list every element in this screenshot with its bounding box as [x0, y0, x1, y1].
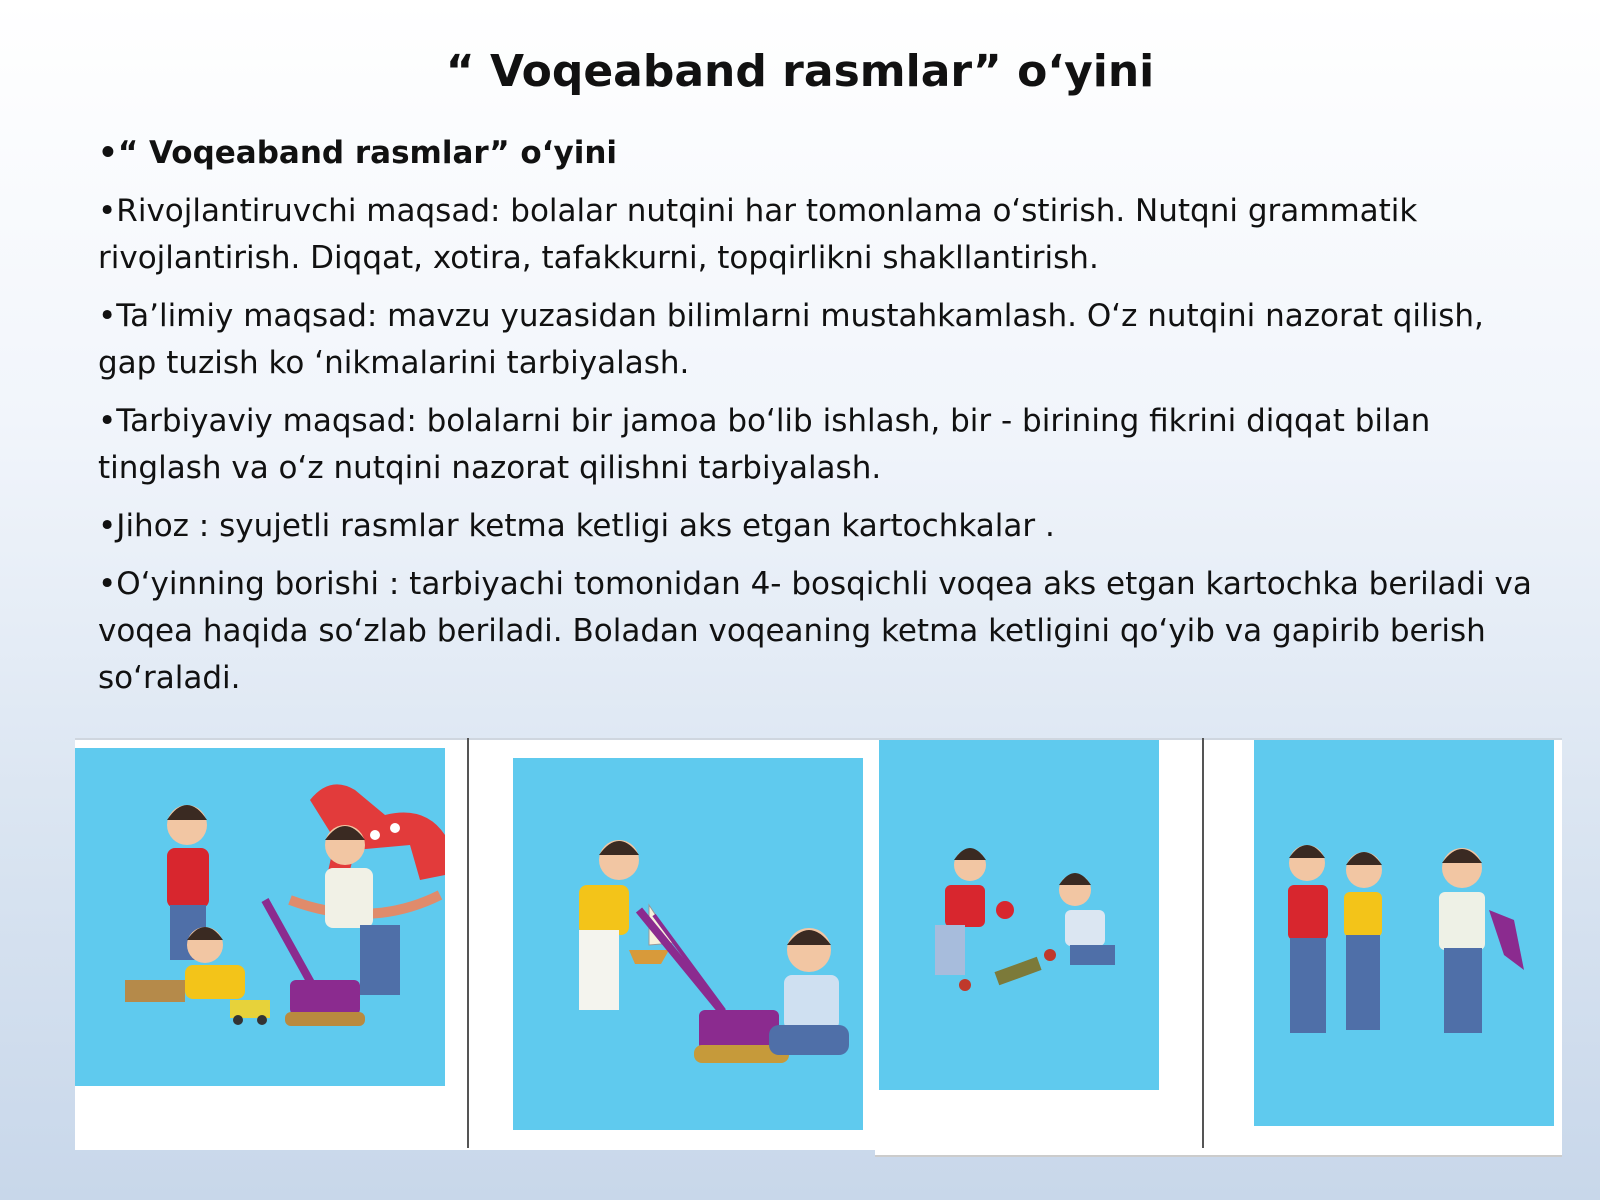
story-card-4	[1204, 738, 1562, 1157]
kids-standing-together-scene-icon	[1204, 740, 1562, 1150]
bullet-developmental-goal: • Rivojlantiruvchi maqsad: bolalar nutqini har tomonlama o‘stirish. Nutqni grammatik rivojlantirish. Diqqat, xotira, tafakkurni, topqirlikni shakllantirish.	[98, 188, 1548, 282]
bullet-game-name: • “ Voqeaband rasmlar” o‘yini	[98, 130, 1548, 177]
story-card-1	[75, 738, 475, 1150]
bullet-game-procedure: • O‘yinning borishi : tarbiyachi tomonidan 4- bosqichli voqea aks etgan kartochka beriladi va voqea haqida so‘zlab beriladi. Boladan voqeaning ketma ketligini qo‘yib va gapirib berish so‘raladi.	[98, 561, 1548, 702]
bullet-equipment: • Jihoz : syujetli rasmlar ketma ketligi aks etgan kartochkalar .	[98, 503, 1548, 550]
story-card-3	[875, 738, 1205, 1157]
kids-playing-with-toys-scene-icon	[75, 740, 475, 1150]
bullet-list	[98, 130, 1548, 713]
slide-title: “ Voqeaband rasmlar” o‘yini	[445, 46, 1155, 97]
story-picture-strip	[75, 738, 1562, 1153]
bullet-upbringing-goal: • Tarbiyaviy maqsad: bolalarni bir jamoa bo‘lib ishlash, bir - birining fikrini diqqat bilan tinglash va o‘z nutqini nazorat qilishni tarbiyalash.	[98, 398, 1548, 492]
bullet-educational-goal: • Ta’limiy maqsad: mavzu yuzasidan bilimlarni mustahkamlash. O‘z nutqini nazorat qilish, gap tuzish ko ‘nikmalarini tarbiyalash.	[98, 293, 1548, 387]
kids-toys-scattered-scene-icon	[875, 740, 1205, 1150]
kids-sharing-toys-scene-icon	[469, 740, 877, 1150]
story-card-2	[469, 738, 877, 1150]
